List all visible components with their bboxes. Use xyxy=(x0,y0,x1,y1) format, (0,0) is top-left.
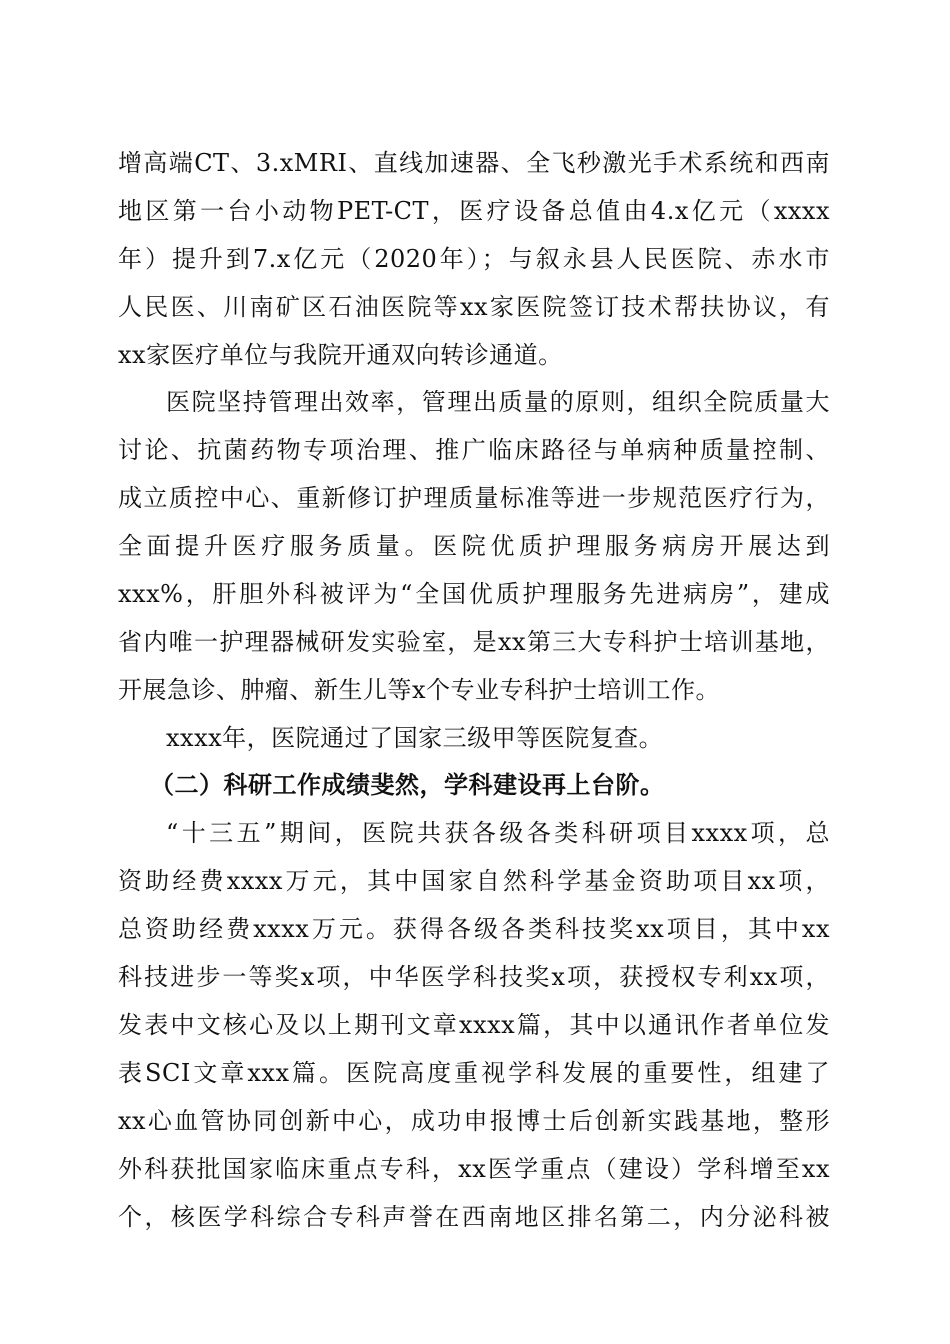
text-line: 全面提升医疗服务质量。医院优质护理服务病房开展达到 xyxy=(118,532,830,560)
text-line: 地区第一台小动物PET-CT，医疗设备总值由4.x亿元（xxxx xyxy=(118,197,830,225)
text-line: 发表中文核心及以上期刊文章xxxx篇，其中以通讯作者单位发 xyxy=(118,1011,830,1039)
text-line: 人民医、川南矿区石油医院等xx家医院签订技术帮扶协议，有 xyxy=(118,293,830,321)
text-line: 资助经费xxxx万元，其中国家自然科学基金资助项目xx项， xyxy=(118,867,830,895)
text-line: xx家医疗单位与我院开通双向转诊通道。 xyxy=(118,341,563,369)
text-line: 外科获批国家临床重点专科，xx医学重点（建设）学科增至xx xyxy=(118,1155,830,1183)
text-line: 省内唯一护理器械研发实验室，是xx第三大专科护士培训基地， xyxy=(118,628,830,656)
section-heading: （二）科研工作成绩斐然，学科建设再上台阶。 xyxy=(150,770,665,799)
text-line: 增高端CT、3.xMRI、直线加速器、全飞秒激光手术系统和西南 xyxy=(118,149,830,177)
text-line: xxxx年，医院通过了国家三级甲等医院复查。 xyxy=(166,724,664,752)
text-line: 讨论、抗菌药物专项治理、推广临床路径与单病种质量控制、 xyxy=(118,436,830,464)
text-line: “十三五”期间，医院共获各级各类科研项目xxxx项，总 xyxy=(166,819,830,847)
text-line: 表SCI文章xxx篇。医院高度重视学科发展的重要性，组建了 xyxy=(118,1059,830,1087)
text-line: 开展急诊、肿瘤、新生儿等x个专业专科护士培训工作。 xyxy=(118,676,721,704)
text-line: xx心血管协同创新中心，成功申报博士后创新实践基地，整形 xyxy=(118,1107,830,1135)
text-line: 医院坚持管理出效率，管理出质量的原则，组织全院质量大 xyxy=(166,388,830,416)
text-line: 成立质控中心、重新修订护理质量标准等进一步规范医疗行为， xyxy=(118,484,830,512)
text-line: 个，核医学科综合专科声誉在西南地区排名第二，内分泌科被 xyxy=(118,1203,830,1231)
text-line: 年）提升到7.x亿元（2020年）；与叙永县人民医院、赤水市 xyxy=(118,245,830,273)
text-line: 总资助经费xxxx万元。获得各级各类科技奖xx项目，其中xx xyxy=(118,915,830,943)
text-line: xxx%，肝胆外科被评为“全国优质护理服务先进病房”，建成 xyxy=(118,580,830,608)
text-line: 科技进步一等奖x项，中华医学科技奖x项，获授权专利xx项， xyxy=(118,963,830,991)
